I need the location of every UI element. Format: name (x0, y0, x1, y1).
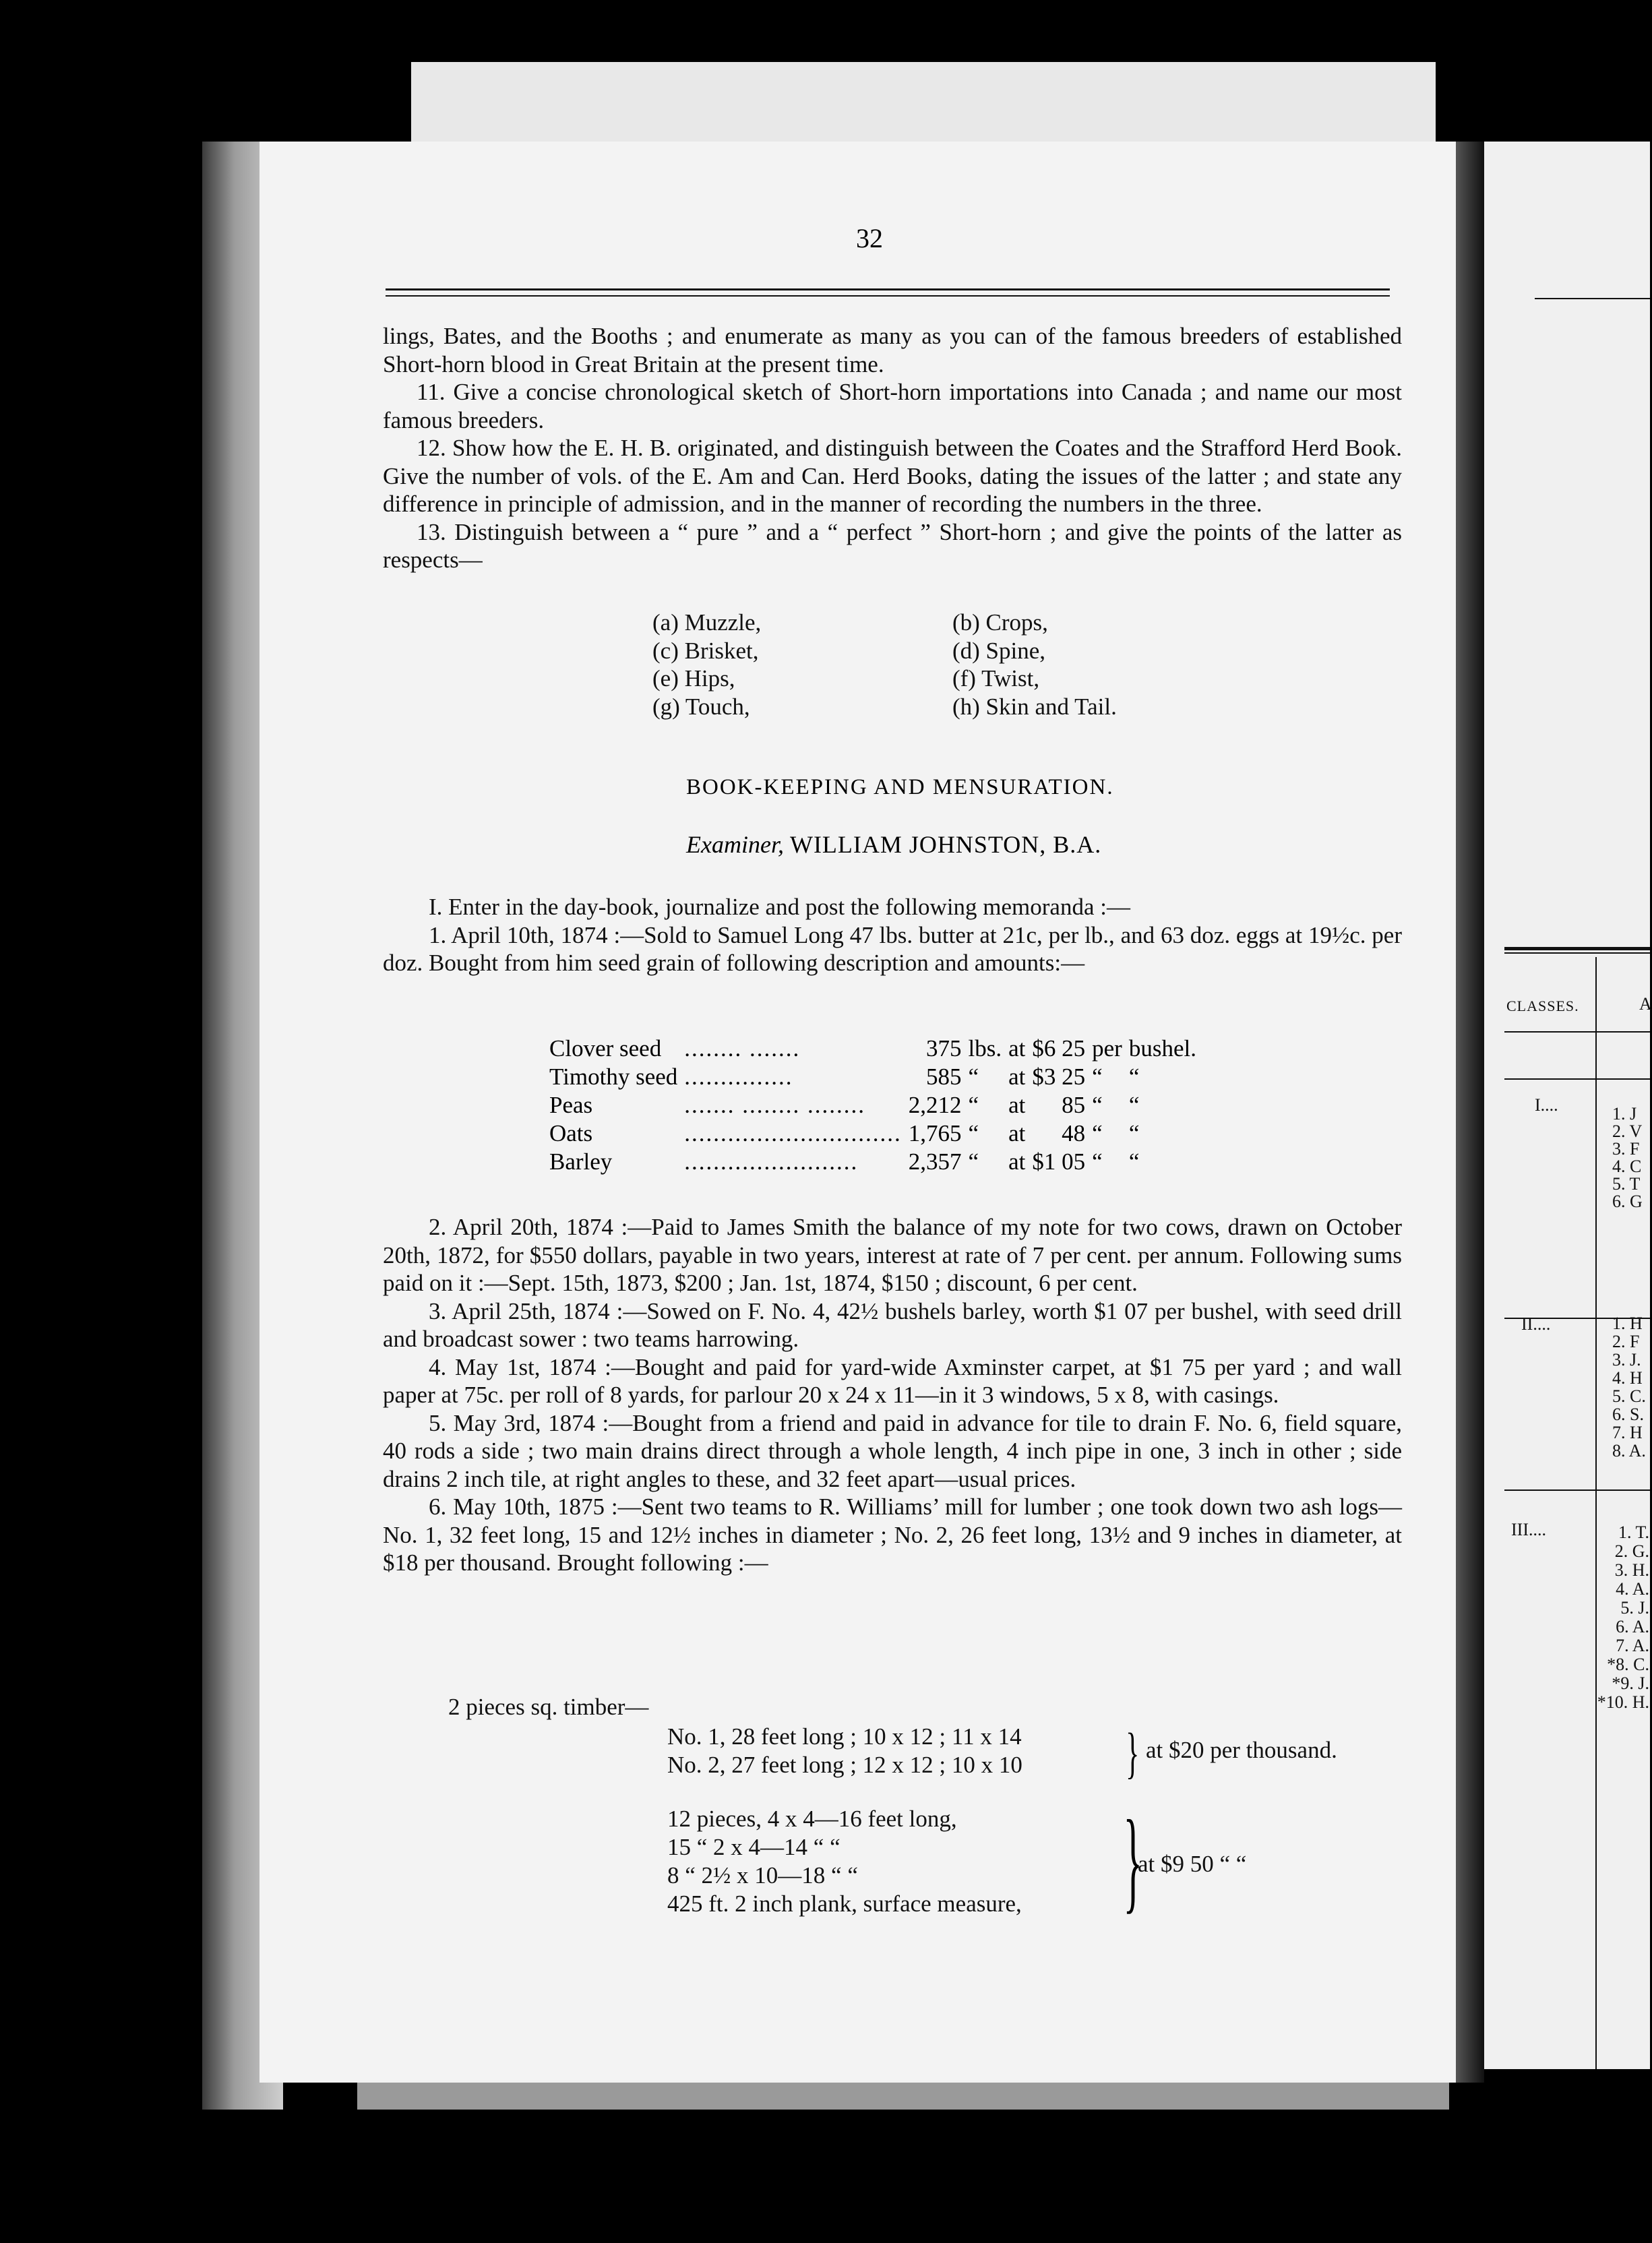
memo-4: 4. May 1st, 1874 :—Bought and paid for yard-wide Axminster carpet, at $1 75 per yard ; and wall paper at 75c. per roll of 8 yards, for parlour 20 x 24 x 11—in it 3 windows, 5 x 8, with casings. (383, 1353, 1402, 1408)
seed-table (549, 1035, 1203, 1176)
class-label-3: III.... (1511, 1520, 1546, 1539)
class-entry: 7. H (1612, 1423, 1643, 1442)
class-entry: 1. J (1612, 1104, 1637, 1124)
class-entry: 4. C (1612, 1157, 1642, 1176)
timber-heading: 2 pieces sq. timber— (448, 1694, 649, 1720)
seed-dots-cell: ........................ (684, 1148, 859, 1175)
seed-at-cell: at (1008, 1120, 1026, 1146)
class-entry: *8. C. (1607, 1655, 1649, 1674)
seed-per-cell: “ (1092, 1120, 1103, 1146)
point-g: (g) Touch, (652, 693, 750, 720)
question-12: 12. Show how the E. H. B. originated, and distinguish between the Coates and the Strafford Herd Book. Give the number of vols. of the E. Am and Can. Herd Books, dating the issues of the latter ; and state any difference in principle of admission, and in the manner of recording the numbers in the three. (383, 435, 1402, 517)
class-entry: 6. A. (1616, 1617, 1649, 1636)
book-gutter (1456, 142, 1484, 2083)
next-rule-a (1504, 1078, 1650, 1080)
class-3-list (1585, 1523, 1649, 1712)
piece-line-4: 425 ft. 2 inch plank, surface measure, (667, 1891, 1022, 1917)
header-rule (386, 288, 1390, 290)
point-f: (f) Twist, (952, 665, 1040, 692)
point-d: (d) Spine, (952, 637, 1046, 664)
seed-row (549, 1091, 1203, 1119)
class-1-list (1612, 1105, 1643, 1210)
seed-measure-cell: “ (1128, 1120, 1140, 1146)
next-table-top-rule-2 (1504, 952, 1650, 954)
memo-2: 2. April 20th, 1874 :—Paid to James Smith the balance of my note for two cows, drawn on October 20th, 1872, for $550 dollars, payable in two years, interest at rate of 7 per cent. per annum. Following sums paid on it :—Sept. 15th, 1873, $200 ; Jan. 1st, 1874, $150 ; discount, 6 per cent. (383, 1214, 1402, 1296)
memo-3: 3. April 25th, 1874 :—Sowed on F. No. 4, 42½ bushels barley, worth $1 07 per bushel, with seed drill and broadcast sower : two teams harrowing. (383, 1297, 1402, 1352)
seed-price-cell: $3 25 (1032, 1064, 1086, 1090)
class-entry: *9. J. (1612, 1673, 1649, 1693)
seed-dots-cell: ........ ....... (684, 1035, 801, 1062)
seed-qty-cell: 2,212 (908, 1092, 962, 1118)
next-table-top-rule (1504, 947, 1650, 950)
seed-per-cell: “ (1092, 1092, 1103, 1118)
seed-qty-cell: 1,765 (908, 1120, 962, 1146)
class-label-1: I.... (1535, 1095, 1558, 1115)
piece-line-2: 15 “ 2 x 4—14 “ “ (667, 1834, 840, 1860)
timber-line-1: No. 1, 28 feet long ; 10 x 12 ; 11 x 14 (667, 1723, 1022, 1750)
seed-dots-cell: .............................. (684, 1120, 902, 1146)
seed-price-cell: 85 (1062, 1092, 1086, 1118)
seed-row (549, 1119, 1203, 1148)
seed-measure-cell: “ (1128, 1092, 1140, 1118)
class-entry: 1. H (1612, 1314, 1643, 1333)
next-header-rule (1504, 1031, 1650, 1033)
class-entry: 3. H. (1614, 1560, 1649, 1580)
points-left-list (652, 609, 761, 720)
memos-block (383, 1213, 1402, 1577)
seed-at-cell: at (1008, 1035, 1026, 1062)
next-col-divider (1595, 957, 1597, 2069)
piece-line-1: 12 pieces, 4 x 4—16 feet long, (667, 1806, 957, 1832)
header-rule-2 (386, 295, 1390, 297)
class-entry: 3. F (1612, 1139, 1640, 1159)
next-rule-c (1504, 1489, 1650, 1491)
point-h: (h) Skin and Tail. (952, 693, 1117, 720)
seed-item-cell: Timothy seed (549, 1064, 678, 1090)
class-entry: 6. S. (1612, 1405, 1644, 1424)
class-entry: 8. A. (1612, 1441, 1646, 1461)
examiner-line (686, 830, 1101, 859)
class-entry: *10. H. (1597, 1692, 1649, 1712)
next-page (1484, 142, 1650, 2069)
questions-block (383, 322, 1402, 574)
timber-price: at $20 per thousand. (1146, 1737, 1337, 1763)
class-entry: 4. A. (1616, 1579, 1649, 1599)
pieces-price: at $9 50 “ “ (1138, 1851, 1247, 1877)
class-entry: 5. C. (1612, 1386, 1646, 1406)
seed-unit-cell: lbs. (968, 1035, 1002, 1062)
seed-at-cell: at (1008, 1064, 1026, 1090)
seed-unit-cell: “ (968, 1064, 979, 1090)
class-label-2: II.... (1521, 1314, 1551, 1334)
next-classes-header: CLASSES. (1506, 997, 1579, 1014)
seed-price-cell: $1 05 (1032, 1148, 1086, 1175)
seed-unit-cell: “ (968, 1120, 979, 1146)
point-c: (c) Brisket, (652, 637, 759, 664)
examiner-name: WILLIAM JOHNSTON, B.A. (789, 831, 1102, 858)
question-13: 13. Distinguish between a “ pure ” and a “ perfect ” Short-horn ; and give the points of the latter as respects— (383, 518, 1402, 573)
memo-6: 6. May 10th, 1875 :—Sent two teams to R. Williams’ mill for lumber ; one took down two ash logs—No. 1, 32 feet long, 15 and 12½ inches in diameter ; No. 2, 26 feet long, 13½ and 9 inches in diameter, at $18 per thousand. Brought following :— (383, 1494, 1402, 1576)
seed-price-cell: $6 25 (1032, 1035, 1086, 1062)
next-col-header: A (1639, 994, 1652, 1014)
point-a: (a) Muzzle, (652, 609, 762, 636)
seed-row (549, 1035, 1203, 1063)
seed-unit-cell: “ (968, 1092, 979, 1118)
pieces-brace: } (1123, 1797, 1143, 1924)
seed-at-cell: at (1008, 1148, 1026, 1175)
memo-1: 1. April 10th, 1874 :—Sold to Samuel Long 47 lbs. butter at 21c, per lb., and 63 doz. eggs at 19½c. per doz. Bought from him seed grain of following description and amounts:— (383, 921, 1402, 976)
class-entry: 1. T. (1618, 1523, 1649, 1542)
class-entry: 7. A. (1616, 1636, 1649, 1655)
seed-measure-cell: “ (1128, 1064, 1140, 1090)
seed-per-cell: “ (1092, 1064, 1103, 1090)
memo-intro-block (383, 893, 1402, 977)
class-entry: 5. J. (1620, 1598, 1649, 1618)
seed-dots-cell: ....... ........ ........ (684, 1092, 866, 1118)
seed-qty-cell: 2,357 (908, 1148, 962, 1175)
seed-item-cell: Oats (549, 1120, 593, 1146)
point-e: (e) Hips, (652, 665, 735, 692)
point-b: (b) Crops, (952, 609, 1048, 636)
seed-dots-cell: ............... (684, 1064, 793, 1090)
class-entry: 2. V (1612, 1122, 1643, 1141)
seed-per-cell: per (1092, 1035, 1122, 1062)
piece-line-3: 8 “ 2½ x 10—18 “ “ (667, 1862, 858, 1888)
seed-row (549, 1063, 1203, 1091)
instruction: I. Enter in the day-book, journalize and post the following memoranda :— (429, 894, 1130, 920)
seed-row (549, 1148, 1203, 1176)
timber-line-2: No. 2, 27 feet long ; 12 x 12 ; 10 x 10 (667, 1752, 1022, 1778)
class-entry: 6. G (1612, 1192, 1643, 1211)
intro-paragraph: lings, Bates, and the Booths ; and enumerate as many as you can of the famous breeders of established Short-horn blood in Great Britain at the present time. (383, 323, 1402, 377)
section-heading: BOOK-KEEPING AND MENSURATION. (686, 775, 1114, 799)
memo-5: 5. May 3rd, 1874 :—Bought from a friend and paid in advance for tile to drain F. No. 6, field square, 40 rods a side ; two main drains direct through a whole length, 4 inch pipe in one, 3 inch in other ; side drains 2 inch tile, at right angles to these, and 32 feet apart—usual prices. (383, 1409, 1402, 1492)
timber-brace: } (1126, 1722, 1140, 1785)
seed-measure-cell: “ (1128, 1148, 1140, 1175)
page-number: 32 (856, 223, 883, 253)
next-page-rule (1535, 298, 1650, 299)
seed-item-cell: Barley (549, 1148, 613, 1175)
class-entry: 3. J. (1612, 1350, 1641, 1370)
examiner-label: Examiner, (686, 831, 784, 858)
points-right-list (952, 609, 1117, 720)
class-entry: 2. F (1612, 1332, 1640, 1351)
question-11: 11. Give a concise chronological sketch of Short-horn importations into Canada ; and name our most famous breeders. (383, 379, 1402, 433)
seed-item-cell: Peas (549, 1092, 593, 1118)
class-entry: 4. H (1612, 1368, 1643, 1388)
seed-qty-cell: 375 (926, 1035, 962, 1062)
seed-measure-cell: bushel. (1128, 1035, 1196, 1062)
page-edge-top (411, 62, 1436, 150)
seed-unit-cell: “ (968, 1148, 979, 1175)
seed-at-cell: at (1008, 1092, 1026, 1118)
class-2-list (1612, 1314, 1646, 1460)
class-entry: 2. G. (1614, 1541, 1649, 1561)
seed-per-cell: “ (1092, 1148, 1103, 1175)
class-entry: 5. T (1612, 1174, 1641, 1194)
seed-item-cell: Clover seed (549, 1035, 662, 1062)
seed-price-cell: 48 (1062, 1120, 1086, 1146)
seed-qty-cell: 585 (926, 1064, 962, 1090)
